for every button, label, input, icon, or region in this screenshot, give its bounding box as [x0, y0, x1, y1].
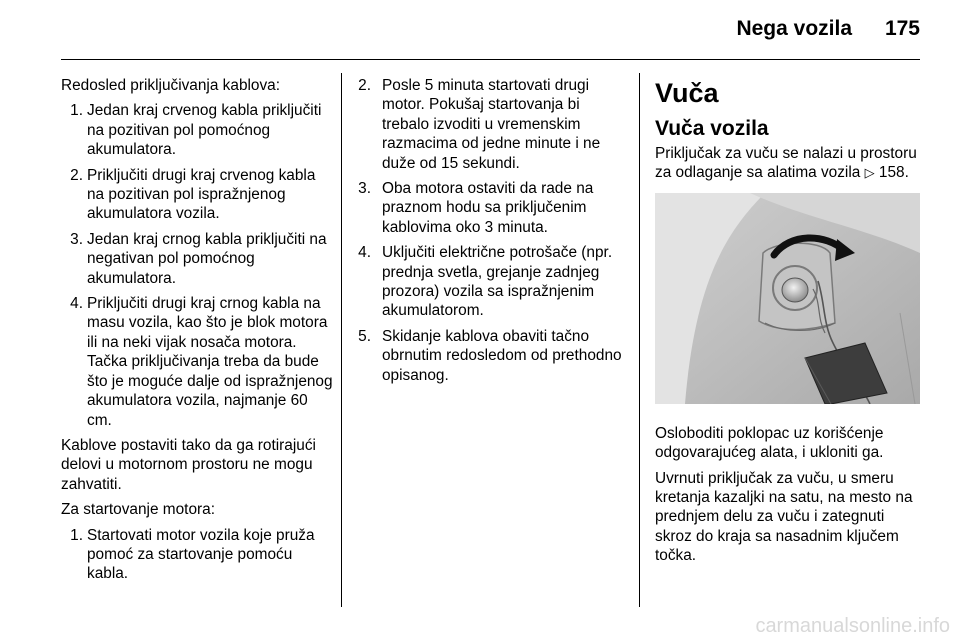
column-divider — [639, 73, 640, 607]
list-text: Startovati motor vozila koje pruža pomoć za startovanje pomoću kabla. — [87, 526, 315, 583]
list-item — [355, 243, 625, 321]
list-number: 3. — [358, 180, 371, 198]
list-number: 1. — [70, 102, 83, 120]
column-3 — [655, 76, 923, 572]
column-divider — [341, 73, 342, 607]
list-text: Skidanje kablova obaviti tačno obrnutim redosledom od prethodno opisanog. — [382, 327, 622, 384]
remove-cover-paragraph: Osloboditi poklopac uz korišćenje odgovarajućeg alata, i ukloniti ga. — [655, 424, 884, 462]
list-number: 2. — [70, 166, 83, 184]
list-text: Posle 5 minuta startovati drugi motor. Pokušaj startovanja bi trebalo izvoditi u vremenskim razmacima od jedne minute i ne duže od 15 sekundi. — [382, 77, 601, 172]
list-number: 4. — [358, 244, 371, 262]
list-text: Uključiti električne potrošače (npr. prednja svetla, grejanje zadnjeg prozora) vozila sa ispražnjenim akumulatorom. — [382, 244, 613, 320]
subsection-heading: Vuča vozila — [655, 117, 769, 140]
list-item — [355, 179, 625, 237]
list-item — [61, 526, 335, 584]
list-number: 3. — [70, 230, 83, 248]
start-list — [61, 526, 335, 584]
list-item — [355, 327, 625, 385]
start-list-continued — [355, 76, 625, 385]
list-item — [61, 101, 335, 159]
site-watermark: carmanualsonline.info — [755, 615, 950, 637]
list-item — [61, 294, 335, 430]
header-divider — [61, 59, 920, 60]
screw-in-towing-eye-paragraph: Uvrnuti priključak za vuču, u smeru kretanja kazaljki na satu, na mesto na prednjem delu za vuču i zategnuti skroz do kraja sa nasadnim ključem točka. — [655, 469, 913, 565]
towing-intro-text: Priključak za vuču se nalazi u prostoru za odlaganje sa alatima vozila — [655, 145, 917, 182]
list-text: Priključiti drugi kraj crnog kabla na masu vozila, kao što je blok motora ili na neki vijak nosača motora. Tačka priključivanja treba da bude što je moguće dalje od ispražnjenog akumulatora vozila, najmanje 60 cm. — [87, 295, 333, 429]
towing-eye-cover-photo — [655, 193, 920, 404]
towing-intro — [655, 144, 923, 183]
cable-order-list — [61, 101, 335, 430]
list-text: Jedan kraj crnog kabla priključiti na negativan pol pomoćnog akumulatora. — [87, 230, 327, 287]
list-number: 1. — [70, 526, 83, 544]
column-1 — [61, 76, 335, 590]
section-heading: Vuča — [655, 78, 719, 108]
column-2 — [355, 76, 625, 391]
list-number: 4. — [70, 295, 83, 313]
list-number: 2. — [358, 77, 371, 94]
cable-order-intro: Redosled priključivanja kablova: — [61, 77, 281, 94]
section-title: Nega vozila — [736, 17, 852, 40]
list-number: 5. — [358, 327, 371, 345]
reference-arrow-icon: ▷ — [864, 165, 875, 181]
list-text: Oba motora ostaviti da rade na praznom hodu sa priključenim kablovima oko 3 minuta. — [382, 180, 594, 236]
list-item — [61, 166, 335, 224]
start-intro: Za startovanje motora: — [61, 501, 215, 519]
list-text: Jedan kraj crvenog kabla priključiti na pozitivan pol pomoćnog akumulatora. — [87, 102, 322, 159]
list-text: Priključiti drugi kraj crvenog kabla na pozitivan pol ispražnjenog akumulatora vozila. — [87, 166, 316, 223]
cable-placement-paragraph: Kablove postaviti tako da ga rotirajući delovi u motornom prostoru ne mogu zahvatiti. — [61, 436, 316, 493]
list-item — [355, 76, 625, 173]
page-number: 175 — [884, 17, 920, 40]
reference-page: 158. — [878, 164, 909, 182]
list-item — [61, 230, 335, 288]
